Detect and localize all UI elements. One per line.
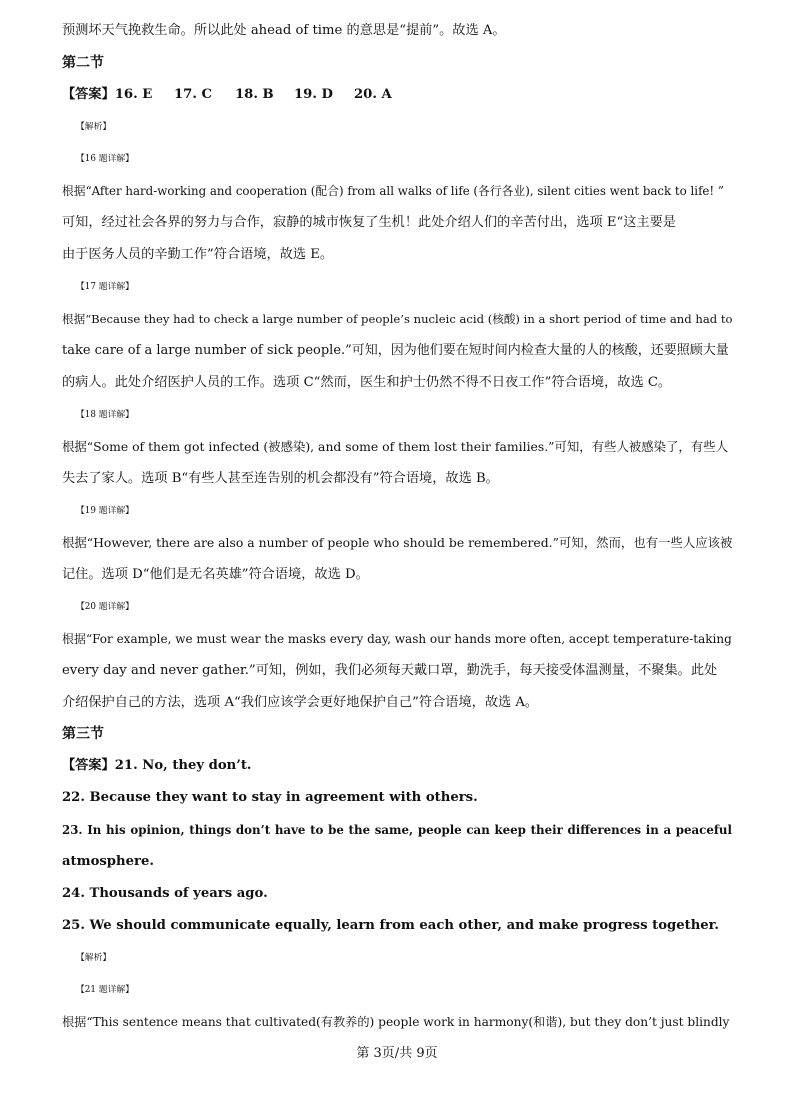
text-line: 根据“However, there are also a number of people who should be remembered.”可知，然而，也有一些人应该被: [62, 535, 733, 550]
text-line: 根据“After hard-working and cooperation (配合) from all walks of life (各行各业), silent cities went back to life! ”: [62, 184, 724, 198]
answer-label: 【答案】16. E: [62, 87, 153, 102]
question-title: 【20 题详解】: [76, 602, 134, 612]
answer-line: 24. Thousands of years ago.: [62, 886, 268, 901]
answer-line: 25. We should communicate equally, learn from each other, and make progress together.: [62, 918, 720, 933]
text-line: every day and never gather.”可知，例如，我们必须每天戴口罩，勤洗手，每天接受体温测量，不聚集。此处: [62, 663, 718, 678]
answer-item: 17. C: [174, 87, 213, 102]
answer-row: [62, 86, 732, 104]
answer-line: atmosphere.: [62, 854, 154, 869]
text-line: 失去了家人。选项 B“有些人甚至连告别的机会都没有”符合语境，故选 B。: [62, 471, 499, 486]
answer-item: 20. A: [354, 87, 392, 102]
question-title: 【17 题详解】: [76, 282, 134, 292]
answer-line: 22. Because they want to stay in agreement with others.: [62, 790, 478, 805]
answer-line: 【答案】21. No, they don’t.: [62, 758, 252, 773]
section-heading: 第三节: [62, 726, 104, 742]
text-line: 根据“Some of them got infected (被感染), and some of them lost their families.”可知，有些人被感染了，有些人: [62, 439, 728, 454]
text-line: 记住。选项 D“他们是无名英雄”符合语境，故选 D。: [62, 567, 369, 582]
answer-item: 19. D: [294, 87, 333, 102]
analysis-label: 【解析】: [76, 953, 112, 963]
text-line: 可知，经过社会各界的努力与合作，寂静的城市恢复了生机！此处介绍人们的辛苦付出，选项 E“这主要是: [62, 215, 676, 230]
text-line: 根据“Because they had to check a large number of people’s nucleic acid (核酸) in a short period of time and had to: [62, 312, 733, 326]
text-line: 的病人。此处介绍医护人员的工作。选项 C“然而，医生和护士仍然不得不日夜工作”符合语境，故选 C。: [62, 375, 672, 390]
text-line: 由于医务人员的辛勤工作”符合语境，故选 E。: [62, 247, 334, 262]
question-title: 【21 题详解】: [76, 985, 134, 995]
text-line: 根据“For example, we must wear the masks every day, wash our hands more often, accept temperature-taking: [62, 632, 732, 646]
answer-item: 18. B: [235, 87, 274, 102]
question-title: 【16 题详解】: [76, 154, 134, 164]
text-line: take care of a large number of sick people.”可知，因为他们要在短时间内检查大量的人的核酸，还要照顾大量: [62, 343, 729, 358]
page-number: 第 3页/共 9页: [356, 1046, 438, 1061]
text-line: 介绍保护自己的方法，选项 A“我们应该学会更好地保护自己”符合语境，故选 A。: [62, 695, 539, 710]
section-heading: 第二节: [62, 55, 104, 71]
question-title: 【18 题详解】: [76, 410, 134, 420]
text-line: 根据“This sentence means that cultivated(有教养的) people work in harmony(和谐), but they don’t just blindly: [62, 1015, 730, 1029]
analysis-label: 【解析】: [76, 122, 112, 132]
text-line: 预测坏天气挽救生命。所以此处 ahead of time 的意思是“提前”。故选 A。: [62, 23, 506, 38]
answer-line: 23. In his opinion, things don’t have to be the same, people can keep their differences in a peaceful: [62, 823, 732, 837]
question-title: 【19 题详解】: [76, 506, 134, 516]
